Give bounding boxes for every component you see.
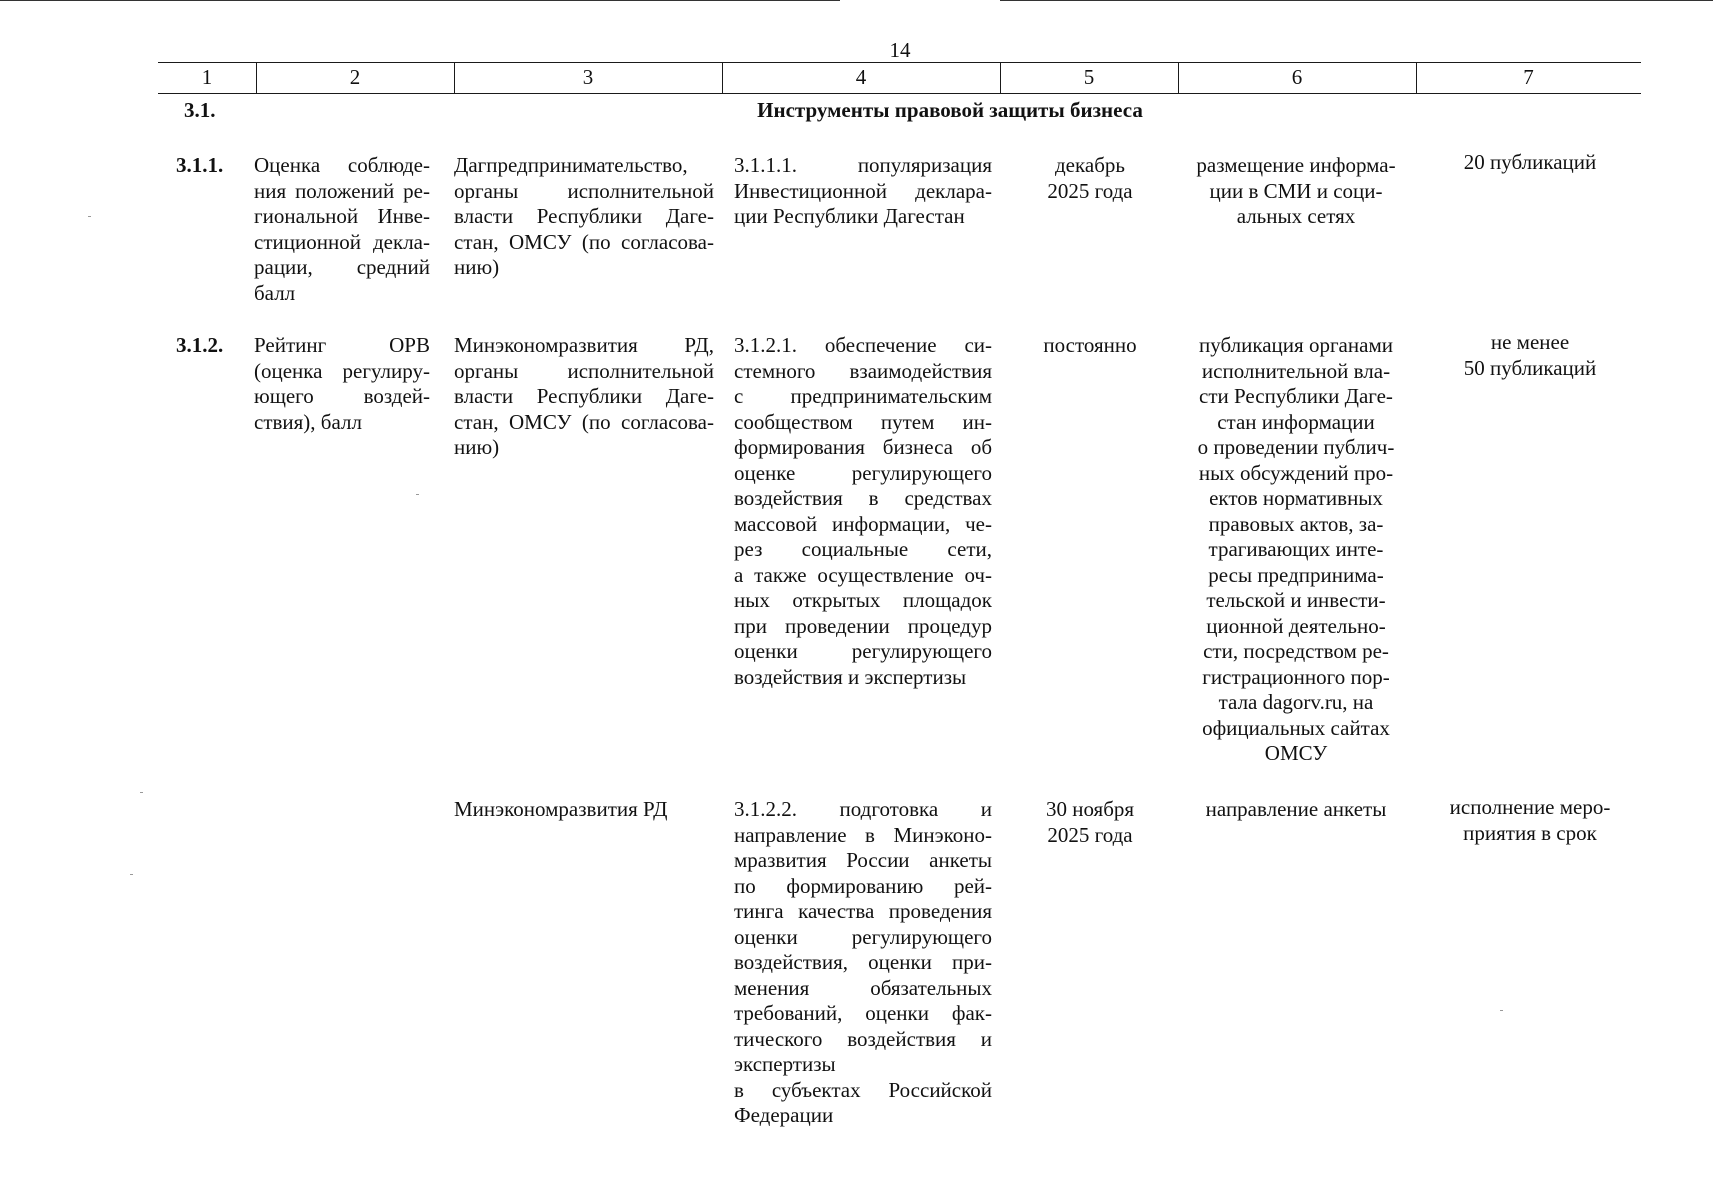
text-line: экспертизы	[734, 1052, 836, 1076]
section-title: Инструменты правовой защиты бизнеса	[757, 98, 1143, 122]
text-line: нию)	[454, 255, 500, 279]
row-number: 3.1.1.	[176, 153, 224, 177]
activity-cell	[734, 797, 992, 1129]
text-line: тала dagorv.ru, на	[1218, 690, 1374, 714]
executors-cell	[454, 797, 714, 823]
text-line: гистрационного пор-	[1202, 664, 1390, 689]
text-line: (оценка регулиру-	[254, 358, 430, 383]
text-line: трагивающих инте-	[1208, 537, 1384, 561]
text-line: власти Республики Даге-	[454, 204, 714, 228]
column-header-7: 7	[1523, 65, 1534, 89]
text-line: приятия в срок	[1463, 820, 1597, 845]
text-line: при проведении процедур	[734, 613, 992, 638]
text-line: Дагпредпринимательство,	[454, 153, 688, 177]
text-line: альных сетях	[1236, 204, 1356, 228]
text-line: не менее	[1490, 330, 1570, 354]
text-line: тинга качества проведения	[734, 899, 992, 923]
target-cell	[1420, 330, 1640, 381]
text-line: воздействия и экспертизы	[734, 664, 967, 689]
text-line: балл	[254, 280, 296, 305]
text-line: тического воздействия и	[734, 1026, 992, 1051]
deadline-cell	[1010, 797, 1170, 848]
executors-cell	[454, 153, 714, 281]
result-cell	[1180, 153, 1412, 230]
text-line: стемного взаимодействия	[734, 358, 992, 383]
text-line: сти Республики Даге-	[1199, 384, 1393, 408]
text-line: ектов нормативных	[1209, 486, 1383, 510]
result-cell	[1180, 797, 1412, 823]
indicator-cell	[254, 153, 430, 306]
text-line: массовой информации, че-	[734, 511, 992, 536]
page-number: 14	[889, 38, 911, 62]
text-line: ции Республики Дагестан	[734, 204, 965, 228]
text-line: 2025 года	[1047, 822, 1133, 847]
text-line: ресы предпринима-	[1208, 562, 1384, 587]
text-line: Рейтинг ОРВ	[254, 333, 430, 357]
text-line: Оценка соблюде-	[254, 153, 430, 177]
result-cell	[1180, 333, 1412, 767]
text-line: 3.1.1.1. популяризация	[734, 153, 992, 177]
column-header-4: 4	[855, 65, 867, 89]
activity-cell	[734, 153, 992, 230]
scan-speck	[1500, 1010, 1503, 1011]
text-line: 3.1.2.2. подготовка и	[734, 797, 992, 821]
column-header-3: 3	[582, 65, 594, 89]
target-cell	[1420, 795, 1640, 846]
text-line: ции в СМИ и соци-	[1209, 178, 1383, 203]
text-line: рации, средний	[254, 255, 430, 279]
text-line: о проведении публич-	[1197, 435, 1395, 459]
text-line: сообществом путем ин-	[734, 409, 992, 434]
text-line: стан информации	[1217, 409, 1375, 434]
column-header-5: 5	[1083, 65, 1095, 89]
scan-edge-top-right	[1000, 0, 1713, 1]
text-line: направление в Минэконо-	[734, 822, 992, 847]
column-header-1: 1	[201, 65, 213, 89]
text-line: исполнение меро-	[1449, 795, 1611, 819]
text-line: ных обсуждений про-	[1198, 460, 1394, 485]
text-line: органы исполнительной	[454, 358, 714, 383]
text-line: по формированию рей-	[734, 873, 992, 898]
text-line: Инвестиционной деклара-	[734, 178, 992, 203]
text-line: постоянно	[1043, 333, 1137, 357]
text-line: с предпринимательским	[734, 384, 992, 408]
text-line: публикация органами	[1199, 333, 1393, 357]
section-number: 3.1.	[184, 98, 216, 122]
text-line: менения обязательных	[734, 975, 992, 1000]
text-line: направление анкеты	[1205, 797, 1387, 821]
text-line: правовых актов, за-	[1208, 511, 1384, 536]
text-line: ющего воздей-	[254, 384, 430, 408]
text-line: власти Республики Даге-	[454, 384, 714, 408]
text-line: 3.1.2.1. обеспечение си-	[734, 333, 992, 357]
scan-edge-top-left	[0, 0, 840, 1]
text-line: оценки регулирующего	[734, 639, 992, 663]
text-line: тельской и инвести-	[1206, 588, 1386, 612]
text-line: 20 публикаций	[1463, 150, 1597, 174]
text-line: гиональной Инве-	[254, 204, 430, 228]
text-line: 50 публикаций	[1463, 355, 1597, 380]
scan-speck	[130, 874, 133, 875]
text-line: требований, оценки фак-	[734, 1001, 992, 1025]
deadline-cell	[1010, 333, 1170, 359]
executors-cell	[454, 333, 714, 461]
text-line: ных открытых площадок	[734, 588, 992, 612]
text-line: декабрь	[1055, 153, 1125, 177]
column-header-6: 6	[1291, 65, 1303, 89]
indicator-cell	[254, 333, 430, 435]
text-line: ОМСУ	[1264, 741, 1328, 765]
text-line: стиционной декла-	[254, 229, 430, 254]
text-line: в субъектах Российской	[734, 1077, 992, 1102]
text-line: исполнительной вла-	[1201, 358, 1391, 383]
text-line: рез социальные сети,	[734, 537, 992, 561]
text-line: нию)	[454, 435, 500, 459]
scan-speck	[140, 792, 143, 793]
text-line: ния положений ре-	[254, 178, 430, 203]
text-line: мразвития России анкеты	[734, 848, 992, 872]
scan-speck	[88, 216, 91, 217]
text-line: а также осуществление оч-	[734, 562, 992, 587]
text-line: сти, посредством ре-	[1203, 639, 1389, 663]
column-header-2: 2	[349, 65, 361, 89]
text-line: органы исполнительной	[454, 178, 714, 203]
text-line: размещение информа-	[1196, 153, 1396, 177]
text-line: формирования бизнеса об	[734, 435, 992, 459]
target-cell	[1420, 150, 1640, 176]
text-line: воздействия в средствах	[734, 486, 992, 510]
text-line: оценки регулирующего	[734, 924, 992, 949]
text-line: ствия), балл	[254, 409, 362, 434]
text-line: официальных сайтах	[1202, 715, 1390, 740]
text-line: стан, ОМСУ (по согласова-	[454, 409, 714, 434]
text-line: Минэкономразвития РД,	[454, 333, 714, 357]
text-line: воздействия, оценки при-	[734, 950, 992, 974]
text-line: Минэкономразвития РД	[454, 797, 668, 821]
table-header-row	[158, 62, 1641, 94]
text-line: ционной деятельно-	[1206, 613, 1386, 638]
activity-cell	[734, 333, 992, 690]
text-line: 2025 года	[1047, 178, 1133, 203]
text-line: Федерации	[734, 1103, 834, 1127]
row-number: 3.1.2.	[176, 333, 224, 357]
deadline-cell	[1010, 153, 1170, 204]
scan-speck	[416, 494, 419, 495]
text-line: оценке регулирующего	[734, 460, 992, 485]
text-line: 30 ноября	[1045, 797, 1135, 821]
text-line: стан, ОМСУ (по согласова-	[454, 229, 714, 254]
